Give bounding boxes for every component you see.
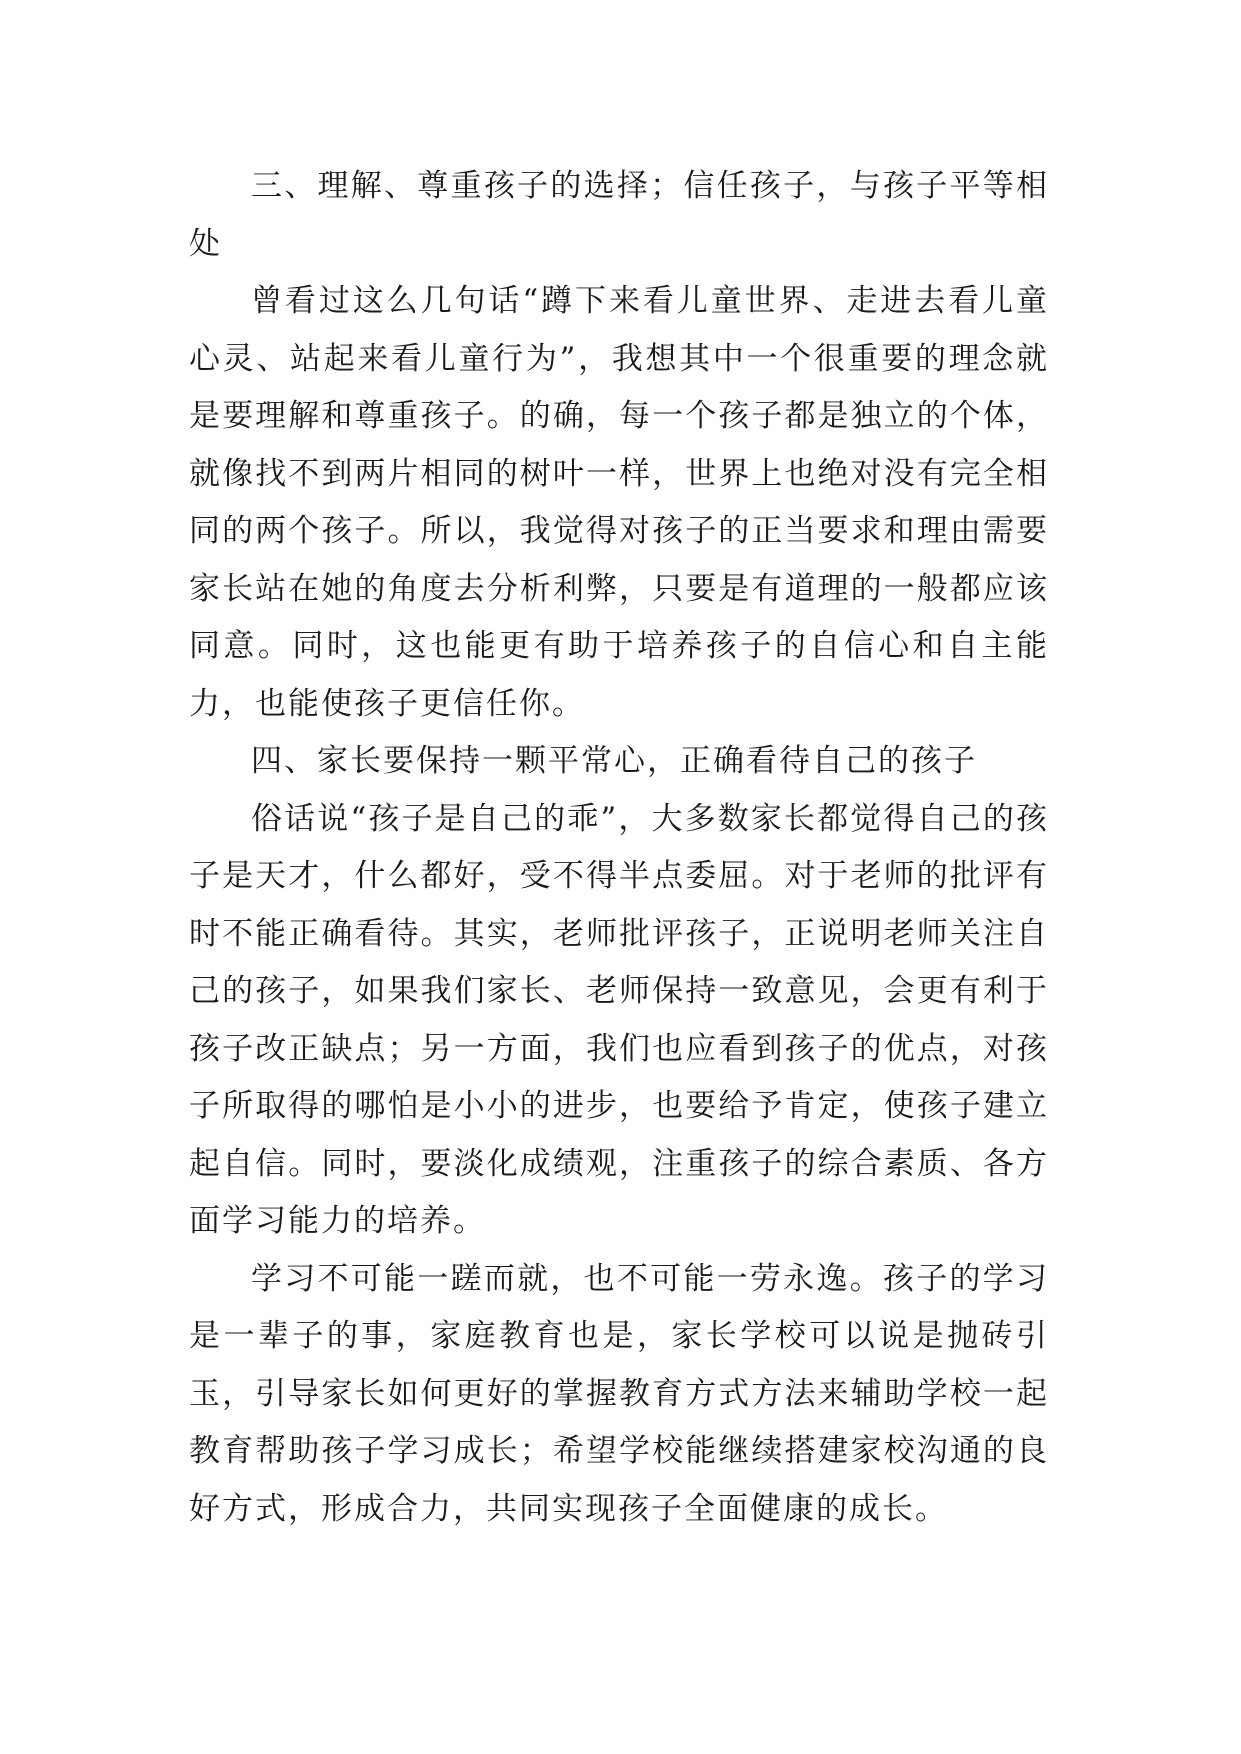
section-heading-3: 三、理解、尊重孩子的选择；信任孩子，与孩子平等相处 <box>189 168 1049 262</box>
section-heading-4: 四、家长要保持一颗平常心，正确看待自己的孩子 <box>251 743 977 779</box>
document-body <box>189 158 1049 1538</box>
paragraph-conclusion: 学习不可能一蹉而就，也不可能一劳永逸。孩子的学习是一辈子的事，家庭教育也是，家长学校可以说是抛砖引玉，引导家长如何更好的掌握教育方式方法来辅助学校一起教育帮助孩子学习成长；希望学校能继续搭建家校沟通的良好方式，形成合力，共同实现孩子全面健康的成长。 <box>189 1260 1049 1527</box>
paragraph-normal-mind: 俗话说“孩子是自己的乖”，大多数家长都觉得自己的孩子是天才，什么都好，受不得半点委屈。对于老师的批评有时不能正确看待。其实，老师批评孩子，正说明老师关注自己的孩子，如果我们家长、老师保持一致意见，会更有利于孩子改正缺点；另一方面，我们也应看到孩子的优点，对孩子所取得的哪怕是小小的进步，也要给予肯定，使孩子建立起自信。同时，要淡化成绩观，注重孩子的综合素质、各方面学习能力的培养。 <box>189 800 1049 1239</box>
paragraph-respect-children: 曾看过这么几句话“蹲下来看儿童世界、走进去看儿童心灵、站起来看儿童行为”，我想其中一个很重要的理念就是要理解和尊重孩子。的确，每一个孩子都是独立的个体，就像找不到两片相同的树叶一样，世界上也绝对没有完全相同的两个孩子。所以，我觉得对孩子的正当要求和理由需要家长站在她的角度去分析利弊，只要是有道理的一般都应该同意。同时，这也能更有助于培养孩子的自信心和自主能力，也能使孩子更信任你。 <box>189 283 1049 722</box>
